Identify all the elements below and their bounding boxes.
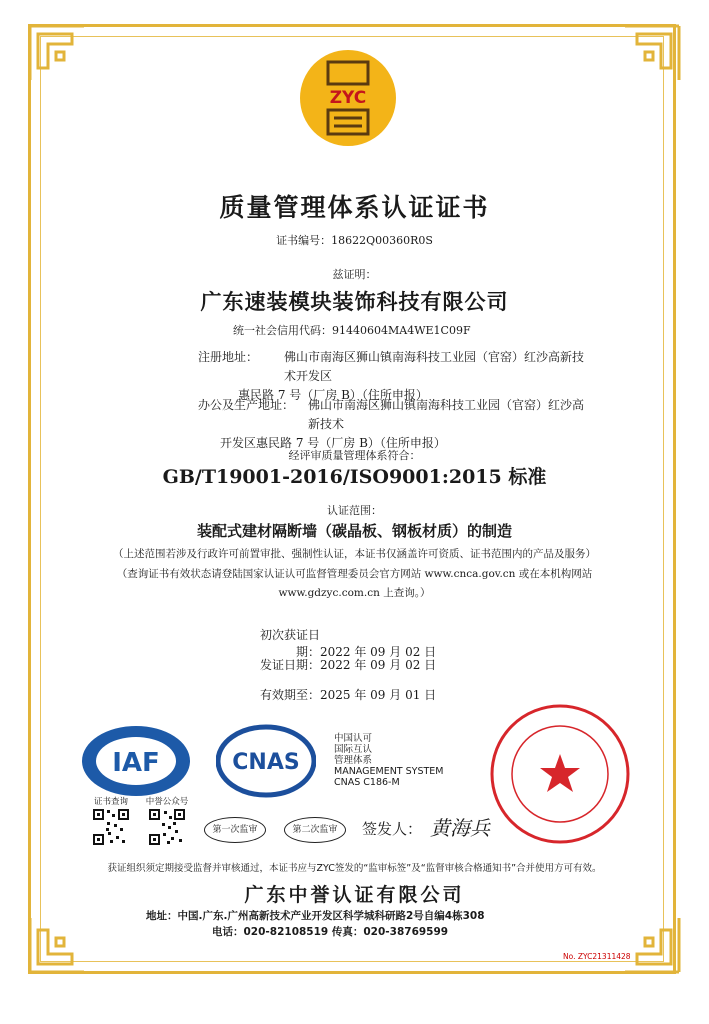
first-audit-seal: 第一次监审 <box>204 817 266 843</box>
corner-ornament-icon <box>26 914 88 976</box>
corner-ornament-icon <box>621 914 683 976</box>
cnas-mark-icon <box>216 724 316 798</box>
cnas-accreditation-text: 中国认可 国际互认 管理体系 MANAGEMENT SYSTEM CNAS C186-M <box>334 733 444 788</box>
second-audit-seal: 第二次监审 <box>284 817 346 843</box>
expiry-date: 有效期至：2025 年 09 月 01 日 <box>259 688 437 702</box>
issue-date: 发证日期：2022 年 09 月 02 日 <box>259 658 437 672</box>
attest-label: 兹证明： <box>332 268 377 281</box>
zyc-logo-icon <box>298 48 398 148</box>
office-address <box>200 396 590 453</box>
qr-label-cert-query: 证书查询 <box>93 797 128 807</box>
issuer-name: 广东中誉认证有限公司 <box>244 884 465 906</box>
issuer-phones: 电话：020-82108519 传真：020-38769599 <box>212 926 449 938</box>
validity-footnote: 获证组织须定期接受监督并审核通过，本证书应与ZYC签发的“监审标签”及“监督审核合格通知书”合并使用方可有效。 <box>107 863 602 874</box>
red-seal-icon <box>486 700 634 848</box>
query-note: （查询证书有效状态请登陆国家认证认可监督管理委员会官方网站 www.cnca.gov.cn 或在本机构网站 <box>116 568 593 580</box>
certificate-number: 证书编号：18622Q00360R0S <box>276 234 433 247</box>
certification-scope: 装配式建材隔断墙（碳晶板、钢板材质）的制造 <box>196 522 512 540</box>
signature: 黄海兵 <box>430 816 490 840</box>
office-address-label: 办公及生产地址： <box>198 398 295 412</box>
scope-label: 认证范围： <box>327 504 382 517</box>
certificate-title: 质量管理体系认证证书 <box>219 193 490 222</box>
initial-cert-date: 初次获证日期：2022 年 09 月 02 日 <box>259 628 437 659</box>
iaf-mark-icon <box>80 724 192 798</box>
svg-text:ZYC: ZYC <box>329 88 367 108</box>
issuer-address: 地址：中国.广东.广州高新技术产业开发区科学城科研路2号自编4栋308 <box>146 910 485 922</box>
corner-ornament-icon <box>26 22 88 84</box>
serial-number: No. ZYC21311428 <box>563 952 631 961</box>
signer-label: 签发人： <box>362 820 423 838</box>
company-name: 广东速装模块装饰科技有限公司 <box>200 290 509 314</box>
svg-text:IAF: IAF <box>112 748 160 778</box>
scope-note: （上述范围若涉及行政许可前置审批、强制性认证，本证书仅涵盖许可资质、证书范围内的产品及服务） <box>113 548 596 560</box>
corner-ornament-icon <box>621 22 683 84</box>
query-note-url: www.gdzyc.com.cn 上查询。） <box>278 587 431 599</box>
registered-address-line1: 佛山市南海区狮山镇南海科技工业园（官窑）红沙高新技术开发区 <box>284 350 585 383</box>
office-address-line2: 开发区惠民路 7 号（厂房 B）（住所申报） <box>220 436 446 450</box>
qr-code-icon[interactable] <box>148 808 186 846</box>
conformity-label: 经评审质量管理体系符合： <box>288 449 421 462</box>
svg-text:CNAS: CNAS <box>232 750 300 775</box>
qr-code-icon[interactable] <box>92 808 130 846</box>
office-address-line1: 佛山市南海区狮山镇南海科技工业园（官窑）红沙高新技术 <box>308 398 585 431</box>
credit-code: 统一社会信用代码：91440604MA4WE1C09F <box>233 324 471 337</box>
standard-name: GB/T19001-2016/ISO9001:2015 标准 <box>162 466 547 488</box>
qr-label-wechat: 中誉公众号 <box>145 797 189 807</box>
registered-address-label: 注册地址： <box>198 350 259 364</box>
registered-address-line2: 惠民路 7 号（厂房 B）（住所申报） <box>238 388 428 402</box>
